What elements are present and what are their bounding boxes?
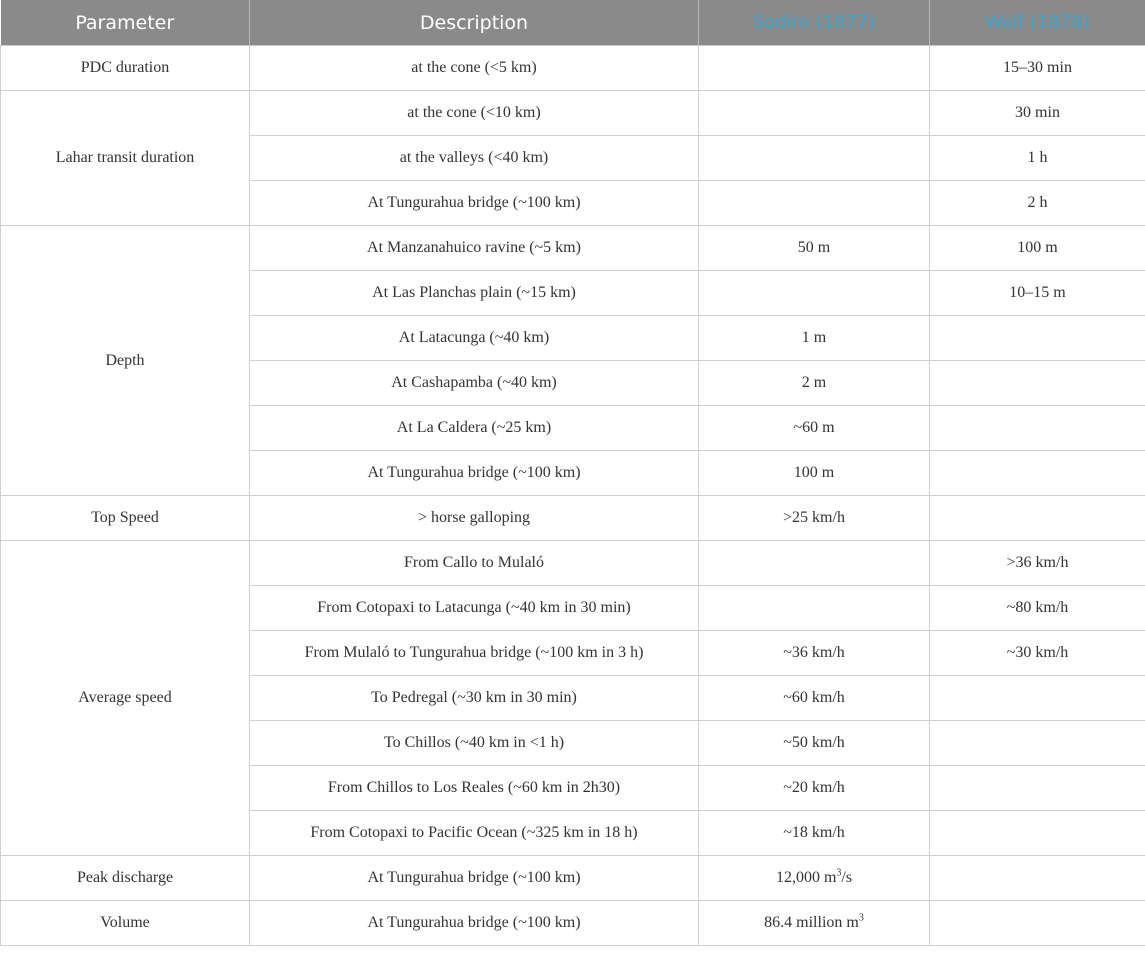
wolf-cell [930,406,1145,451]
header-parameter: Parameter [1,0,250,46]
sodiro-cell [699,271,930,316]
sodiro-cell: 100 m [699,451,930,496]
description-cell: At Manzanahuico ravine (~5 km) [250,226,699,271]
table-row [1,496,1145,541]
description-cell: at the cone (<5 km) [250,46,699,91]
description-cell: at the valleys (<40 km) [250,136,699,181]
table-row [1,901,1145,946]
description-cell: At La Caldera (~25 km) [250,406,699,451]
description-cell: At Tungurahua bridge (~100 km) [250,856,699,901]
wolf-cell: >36 km/h [930,541,1145,586]
description-cell: From Chillos to Los Reales (~60 km in 2h30) [250,766,699,811]
sodiro-cell [699,91,930,136]
header-wolf-link[interactable]: Wolf (1878) [930,0,1145,46]
sodiro-cell [699,136,930,181]
table-row [1,541,1145,586]
superscript: 3 [858,912,864,924]
description-cell: From Cotopaxi to Pacific Ocean (~325 km in 18 h) [250,811,699,856]
wolf-cell [930,901,1145,946]
sodiro-cell: 50 m [699,226,930,271]
value-text: 12,000 m [775,869,837,886]
wolf-cell: 10–15 m [930,271,1145,316]
description-cell: At Tungurahua bridge (~100 km) [250,181,699,226]
sodiro-cell: >25 km/h [699,496,930,541]
description-cell: At Tungurahua bridge (~100 km) [250,451,699,496]
header-sodiro-link[interactable]: Sodiro (1877) [699,0,930,46]
description-cell: At Latacunga (~40 km) [250,316,699,361]
wolf-cell [930,496,1145,541]
value-unit: /s [841,869,853,886]
wolf-cell: 2 h [930,181,1145,226]
table-row [1,91,1145,136]
sodiro-cell: ~50 km/h [699,721,930,766]
parameter-cell: Depth [1,226,250,496]
description-cell: To Pedregal (~30 km in 30 min) [250,676,699,721]
sodiro-cell: ~36 km/h [699,631,930,676]
parameter-cell: Peak discharge [1,856,250,901]
sodiro-cell: ~60 m [699,406,930,451]
table-row [1,46,1145,91]
description-cell: At Tungurahua bridge (~100 km) [250,901,699,946]
sodiro-cell [699,46,930,91]
superscript: 3 [836,867,842,879]
parameter-cell: Lahar transit duration [1,91,250,226]
sodiro-cell: 1 m [699,316,930,361]
parameter-cell: Top Speed [1,496,250,541]
wolf-cell [930,811,1145,856]
sodiro-cell: ~20 km/h [699,766,930,811]
description-cell: From Cotopaxi to Latacunga (~40 km in 30 min) [250,586,699,631]
wolf-cell [930,766,1145,811]
value-text: 86.4 million m [764,914,859,931]
description-cell: at the cone (<10 km) [250,91,699,136]
wolf-cell [930,361,1145,406]
wolf-cell [930,676,1145,721]
wolf-cell: ~80 km/h [930,586,1145,631]
description-cell: At Cashapamba (~40 km) [250,361,699,406]
header-row [1,0,1145,46]
table-row [1,226,1145,271]
wolf-cell: 15–30 min [930,46,1145,91]
parameter-cell: Average speed [1,541,250,856]
description-cell: To Chillos (~40 km in <1 h) [250,721,699,766]
wolf-cell: 100 m [930,226,1145,271]
table-body [1,46,1145,946]
description-cell: From Mulaló to Tungurahua bridge (~100 km in 3 h) [250,631,699,676]
wolf-cell: 1 h [930,136,1145,181]
description-cell: At Las Planchas plain (~15 km) [250,271,699,316]
sodiro-cell [699,901,930,946]
sodiro-cell [699,856,930,901]
wolf-cell [930,721,1145,766]
wolf-cell [930,451,1145,496]
table-header [1,0,1145,46]
parameter-cell: Volume [1,901,250,946]
wolf-cell [930,856,1145,901]
wolf-cell [930,316,1145,361]
sodiro-cell: 2 m [699,361,930,406]
description-cell: > horse galloping [250,496,699,541]
sodiro-cell [699,586,930,631]
sodiro-cell: ~60 km/h [699,676,930,721]
sodiro-cell: ~18 km/h [699,811,930,856]
sodiro-cell [699,541,930,586]
parameter-cell: PDC duration [1,46,250,91]
table-row [1,856,1145,901]
description-cell: From Callo to Mulaló [250,541,699,586]
wolf-cell: 30 min [930,91,1145,136]
header-description: Description [250,0,699,46]
wolf-cell: ~30 km/h [930,631,1145,676]
sodiro-cell [699,181,930,226]
